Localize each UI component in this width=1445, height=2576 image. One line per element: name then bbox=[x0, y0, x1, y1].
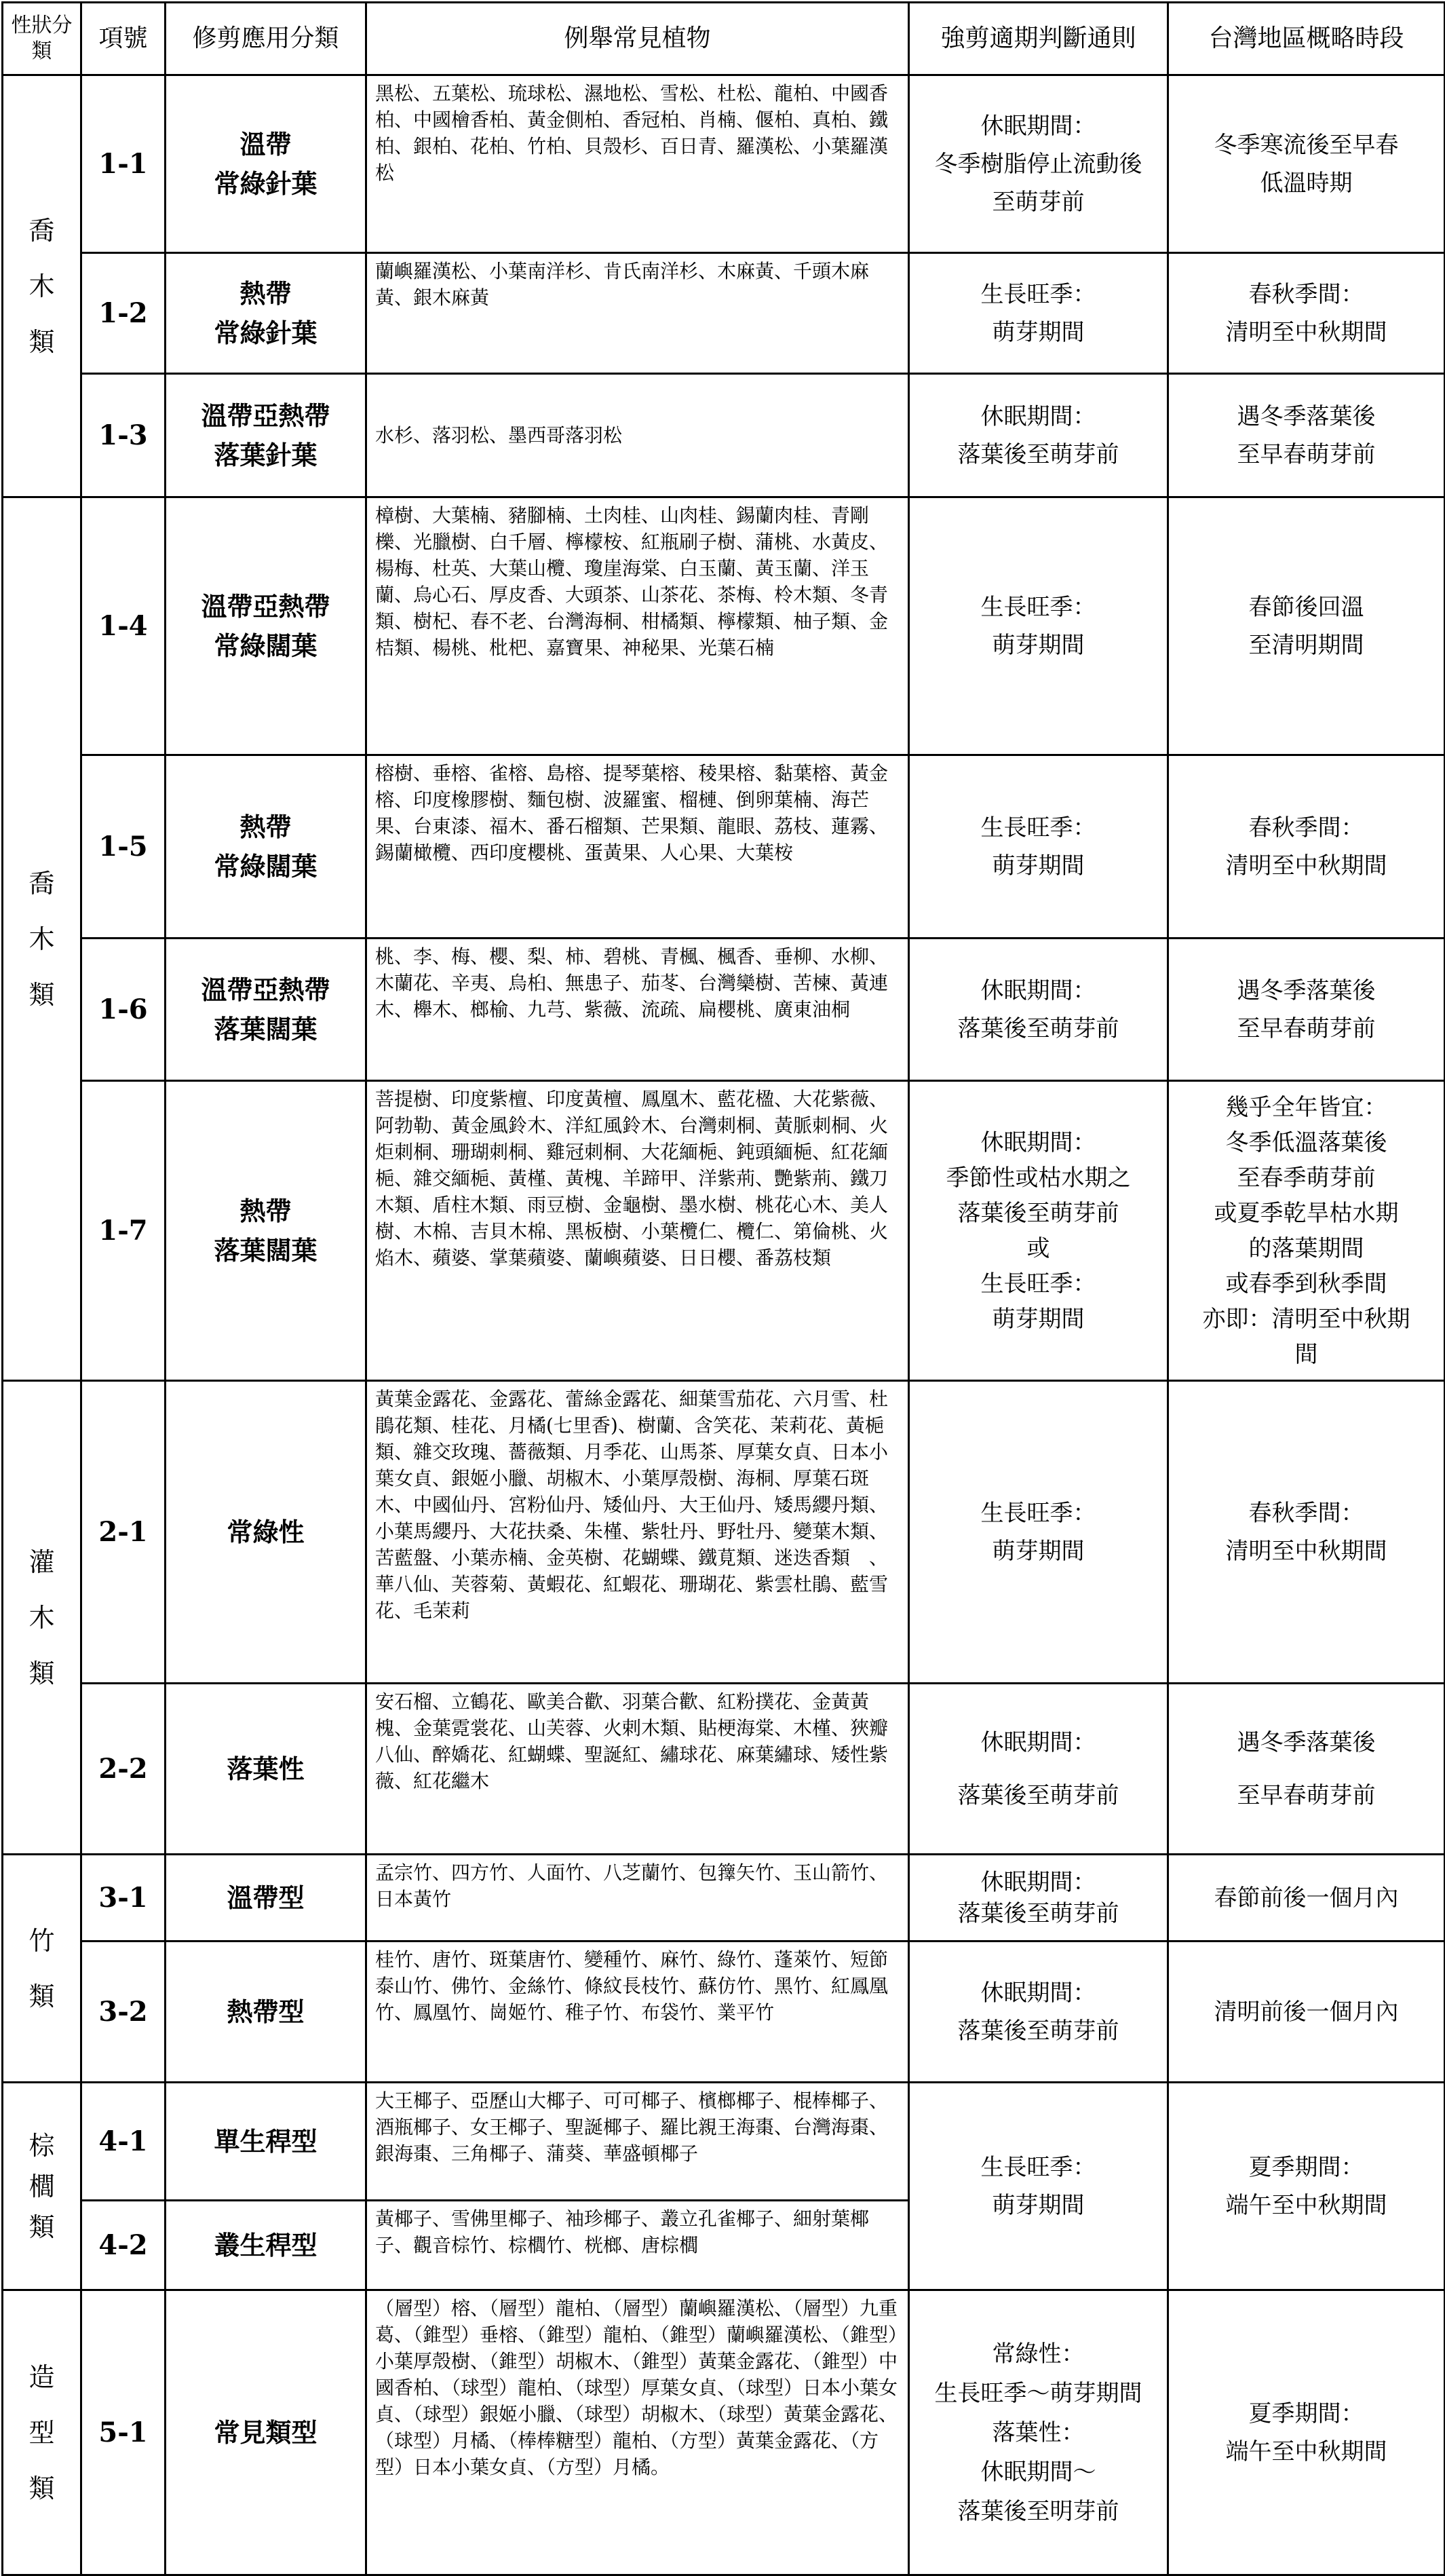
header-type: 修剪應用分類 bbox=[166, 3, 366, 75]
category-char: 類 bbox=[28, 2212, 55, 2242]
category-char: 棕 bbox=[28, 2130, 55, 2161]
type-cell: 溫帶 常綠針葉 bbox=[166, 75, 366, 253]
table-row bbox=[3, 939, 1445, 1081]
category-char: 木 bbox=[28, 924, 55, 954]
plants-cell: 樟樹、大葉楠、豬腳楠、土肉桂、山肉桂、錫蘭肉桂、青剛櫟、光臘樹、白千層、檸檬桉、紅瓶刷子樹、蒲桃、水黃皮、楊梅、杜英、大葉山欖、瓊崖海棠、白玉蘭、黃玉蘭、洋玉蘭、烏心石、厚皮香、大頭茶、山茶花、茶梅、柃木類、冬青類、樹杞、春不老、台灣海桐、柑橘類、檸檬類、柚子類、金桔類、楊桃、枇杷、嘉寶果、神秘果、光葉石楠 bbox=[366, 497, 909, 755]
type-cell: 熱帶 落葉闊葉 bbox=[166, 1081, 366, 1381]
rule-cell: 休眠期間： 落葉後至萌芽前 bbox=[909, 1855, 1168, 1942]
time-cell: 冬季寒流後至早春 低溫時期 bbox=[1168, 75, 1445, 253]
time-cell: 清明前後一個月內 bbox=[1168, 1942, 1445, 2083]
header-category: 性狀分類 bbox=[3, 3, 81, 75]
type-cell: 熱帶 常綠針葉 bbox=[166, 253, 366, 374]
plants-cell: 桂竹、唐竹、斑葉唐竹、變種竹、麻竹、綠竹、蓬萊竹、短節泰山竹、佛竹、金絲竹、條紋長枝竹、蘇仿竹、黑竹、紅鳳凰竹、鳳凰竹、崗姬竹、稚子竹、布袋竹、業平竹 bbox=[366, 1942, 909, 2083]
category-cell bbox=[3, 1855, 81, 2083]
time-cell: 春節後回溫 至清明期間 bbox=[1168, 497, 1445, 755]
category-char: 木 bbox=[28, 1602, 55, 1633]
type-cell: 落葉性 bbox=[166, 1684, 366, 1855]
rule-cell: 休眠期間： 落葉後至萌芽前 bbox=[909, 1684, 1168, 1855]
header-time: 台灣地區概略時段 bbox=[1168, 3, 1445, 75]
rule-cell: 常綠性： 生長旺季～萌芽期間 落葉性： 休眠期間～ 落葉後至明芽前 bbox=[909, 2290, 1168, 2575]
plants-cell: 蘭嶼羅漢松、小葉南洋杉、肯氏南洋杉、木麻黃、千頭木麻黃、銀木麻黃 bbox=[366, 253, 909, 374]
type-cell: 溫帶亞熱帶 落葉針葉 bbox=[166, 374, 366, 497]
plants-cell: 菩提樹、印度紫檀、印度黃檀、鳳凰木、藍花楹、大花紫薇、阿勃勒、黃金風鈴木、洋紅風鈴木、台灣刺桐、黃脈刺桐、火炬刺桐、珊瑚刺桐、雞冠刺桐、大花緬梔、鈍頭緬梔、紅花緬梔、雜交緬梔、黃槿、黃槐、羊蹄甲、洋紫荊、艷紫荊、鐵刀木類、盾柱木類、雨豆樹、金龜樹、墨水樹、桃花心木、美人樹、木棉、吉貝木棉、黑板樹、小葉欖仁、欖仁、第倫桃、火焰木、蘋婆、掌葉蘋婆、蘭嶼蘋婆、日日櫻、番荔枝類 bbox=[366, 1081, 909, 1381]
category-char: 類 bbox=[28, 1658, 55, 1688]
item-code: 1-3 bbox=[81, 374, 166, 497]
rule-cell: 生長旺季： 萌芽期間 bbox=[909, 497, 1168, 755]
category-char: 類 bbox=[28, 1981, 55, 2011]
type-cell: 常見類型 bbox=[166, 2290, 366, 2575]
item-code: 4-2 bbox=[81, 2201, 166, 2290]
table-row bbox=[3, 497, 1445, 755]
plants-cell: 黑松、五葉松、琉球松、濕地松、雪松、杜松、龍柏、中國香柏、中國檜香柏、黃金側柏、香冠柏、肖楠、偃柏、真柏、鐵柏、銀柏、花柏、竹柏、貝殼杉、百日青、羅漢松、小葉羅漢松 bbox=[366, 75, 909, 253]
plants-cell: 水杉、落羽松、墨西哥落羽松 bbox=[366, 374, 909, 497]
rule-cell: 休眠期間： 冬季樹脂停止流動後 至萌芽前 bbox=[909, 75, 1168, 253]
table-row bbox=[3, 1855, 1445, 1942]
table-row bbox=[3, 253, 1445, 374]
rule-cell: 生長旺季： 萌芽期間 bbox=[909, 253, 1168, 374]
rule-cell: 生長旺季： 萌芽期間 bbox=[909, 755, 1168, 939]
plants-cell: 黃椰子、雪佛里椰子、袖珍椰子、叢立孔雀椰子、細射葉椰子、觀音棕竹、棕櫚竹、桄榔、唐棕櫚 bbox=[366, 2201, 909, 2290]
plants-cell: 桃、李、梅、櫻、梨、柿、碧桃、青楓、楓香、垂柳、水柳、木蘭花、辛夷、烏桕、無患子、茄苳、台灣欒樹、苦楝、黃連木、櫸木、榔榆、九芎、紫薇、流疏、扁櫻桃、廣東油桐 bbox=[366, 939, 909, 1081]
table-row bbox=[3, 1081, 1445, 1381]
table-row bbox=[3, 75, 1445, 253]
time-cell: 春秋季間： 清明至中秋期間 bbox=[1168, 755, 1445, 939]
type-cell: 溫帶亞熱帶 常綠闊葉 bbox=[166, 497, 366, 755]
header-rule: 強剪適期判斷通則 bbox=[909, 3, 1168, 75]
category-cell bbox=[3, 2290, 81, 2575]
pruning-table bbox=[1, 1, 1445, 2576]
type-cell: 溫帶亞熱帶 落葉闊葉 bbox=[166, 939, 366, 1081]
category-char: 竹 bbox=[28, 1925, 55, 1956]
header-code: 項號 bbox=[81, 3, 166, 75]
category-cell bbox=[3, 1381, 81, 1855]
item-code: 1-5 bbox=[81, 755, 166, 939]
category-char: 類 bbox=[28, 2473, 55, 2503]
table-row bbox=[3, 1381, 1445, 1684]
category-char: 型 bbox=[28, 2417, 55, 2448]
header-plants: 例舉常見植物 bbox=[366, 3, 909, 75]
category-cell bbox=[3, 2083, 81, 2290]
item-code: 1-6 bbox=[81, 939, 166, 1081]
category-char: 木 bbox=[28, 271, 55, 301]
type-cell: 單生稈型 bbox=[166, 2083, 366, 2201]
rule-cell: 休眠期間： 落葉後至萌芽前 bbox=[909, 1942, 1168, 2083]
category-cell bbox=[3, 497, 81, 1381]
rule-cell: 生長旺季： 萌芽期間 bbox=[909, 2083, 1168, 2290]
table-row bbox=[3, 374, 1445, 497]
item-code: 2-2 bbox=[81, 1684, 166, 1855]
type-cell: 溫帶型 bbox=[166, 1855, 366, 1942]
time-cell: 夏季期間： 端午至中秋期間 bbox=[1168, 2290, 1445, 2575]
category-char: 喬 bbox=[28, 868, 55, 898]
table-row bbox=[3, 1942, 1445, 2083]
rule-cell: 休眠期間： 落葉後至萌芽前 bbox=[909, 939, 1168, 1081]
time-cell: 夏季期間： 端午至中秋期間 bbox=[1168, 2083, 1445, 2290]
type-cell: 常綠性 bbox=[166, 1381, 366, 1684]
item-code: 4-1 bbox=[81, 2083, 166, 2201]
item-code: 1-4 bbox=[81, 497, 166, 755]
plants-cell: 大王椰子、亞歷山大椰子、可可椰子、檳榔椰子、棍棒椰子、酒瓶椰子、女王椰子、聖誕椰子、羅比親王海棗、台灣海棗、銀海棗、三角椰子、蒲葵、華盛頓椰子 bbox=[366, 2083, 909, 2201]
table-row bbox=[3, 2290, 1445, 2575]
category-char: 櫚 bbox=[28, 2171, 55, 2201]
table-row bbox=[3, 2083, 1445, 2201]
table-row bbox=[3, 755, 1445, 939]
rule-cell: 休眠期間： 季節性或枯水期之 落葉後至萌芽前 或 生長旺季： 萌芽期間 bbox=[909, 1081, 1168, 1381]
category-char: 造 bbox=[28, 2362, 55, 2392]
item-code: 3-2 bbox=[81, 1942, 166, 2083]
plants-cell: 孟宗竹、四方竹、人面竹、八芝蘭竹、包籜矢竹、玉山箭竹、日本黃竹 bbox=[366, 1855, 909, 1942]
item-code: 1-2 bbox=[81, 253, 166, 374]
plants-cell: 安石榴、立鶴花、歐美合歡、羽葉合歡、紅粉撲花、金黃黃槐、金葉霓裳花、山芙蓉、火剌木類、貼梗海棠、木槿、狹瓣八仙、醉嬌花、紅蝴蝶、聖誕紅、繡球花、麻葉繡球、矮性紫薇、紅花繼木 bbox=[366, 1684, 909, 1855]
item-code: 1-7 bbox=[81, 1081, 166, 1381]
type-cell: 叢生稈型 bbox=[166, 2201, 366, 2290]
time-cell: 遇冬季落葉後 至早春萌芽前 bbox=[1168, 374, 1445, 497]
item-code: 3-1 bbox=[81, 1855, 166, 1942]
time-cell: 遇冬季落葉後 至早春萌芽前 bbox=[1168, 939, 1445, 1081]
time-cell: 遇冬季落葉後 至早春萌芽前 bbox=[1168, 1684, 1445, 1855]
type-cell: 熱帶型 bbox=[166, 1942, 366, 2083]
time-cell: 春節前後一個月內 bbox=[1168, 1855, 1445, 1942]
category-cell bbox=[3, 75, 81, 497]
table-row bbox=[3, 1684, 1445, 1855]
rule-cell: 休眠期間： 落葉後至萌芽前 bbox=[909, 374, 1168, 497]
category-char: 喬 bbox=[28, 215, 55, 246]
category-char: 類 bbox=[28, 979, 55, 1010]
plants-cell: 榕樹、垂榕、雀榕、島榕、提琴葉榕、稜果榕、黏葉榕、黃金榕、印度橡膠樹、麵包樹、波羅蜜、榴槤、倒卵葉楠、海芒果、台東漆、福木、番石榴類、芒果類、龍眼、荔枝、蓮霧、錫蘭橄欖、西印度櫻桃、蛋黃果、人心果、大葉桉 bbox=[366, 755, 909, 939]
plants-cell: 黃葉金露花、金露花、蕾絲金露花、細葉雪茄花、六月雪、杜鵑花類、桂花、月橘(七里香)、樹蘭、含笑花、茉莉花、黃梔類、雜交玫瑰、薔薇類、月季花、山馬茶、厚葉女貞、日本小葉女貞、銀姬小臘、胡椒木、小葉厚殼樹、海桐、厚葉石斑木、中國仙丹、宮粉仙丹、矮仙丹、大王仙丹、矮馬纓丹類、小葉馬纓丹、大花扶桑、朱槿、紫牡丹、野牡丹、變葉木類、苦藍盤、小葉赤楠、金英樹、花蝴蝶、鐵莧類、迷迭香類 、華八仙、芙蓉菊、黃蝦花、紅蝦花、珊瑚花、紫雲杜鵑、藍雪花、毛茉莉 bbox=[366, 1381, 909, 1684]
plants-cell: （層型）榕、（層型）龍柏、（層型）蘭嶼羅漢松、（層型）九重葛、（錐型）垂榕、（錐型）龍柏、（錐型）蘭嶼羅漢松、（錐型）小葉厚殼樹、（錐型）胡椒木、（錐型）黃葉金露花、（錐型）中國香柏、（球型）龍柏、（球型）厚葉女貞、（球型）日本小葉女貞、（球型）銀姬小臘、（球型）胡椒木、（球型）黃葉金露花、（球型）月橘、（棒棒糖型）龍柏、（方型）黃葉金露花、（方型）日本小葉女貞、（方型）月橘。 bbox=[366, 2290, 909, 2575]
time-cell: 春秋季間： 清明至中秋期間 bbox=[1168, 253, 1445, 374]
header-row bbox=[3, 3, 1445, 75]
rule-cell: 生長旺季： 萌芽期間 bbox=[909, 1381, 1168, 1684]
time-cell: 幾乎全年皆宜： 冬季低溫落葉後 至春季萌芽前 或夏季乾旱枯水期 的落葉期間 或春季到秋季間 亦即：清明至中秋期 間 bbox=[1168, 1081, 1445, 1381]
type-cell: 熱帶 常綠闊葉 bbox=[166, 755, 366, 939]
time-cell: 春秋季間： 清明至中秋期間 bbox=[1168, 1381, 1445, 1684]
item-code: 2-1 bbox=[81, 1381, 166, 1684]
item-code: 1-1 bbox=[81, 75, 166, 253]
category-char: 類 bbox=[28, 326, 55, 357]
category-char: 灌 bbox=[28, 1547, 55, 1577]
item-code: 5-1 bbox=[81, 2290, 166, 2575]
